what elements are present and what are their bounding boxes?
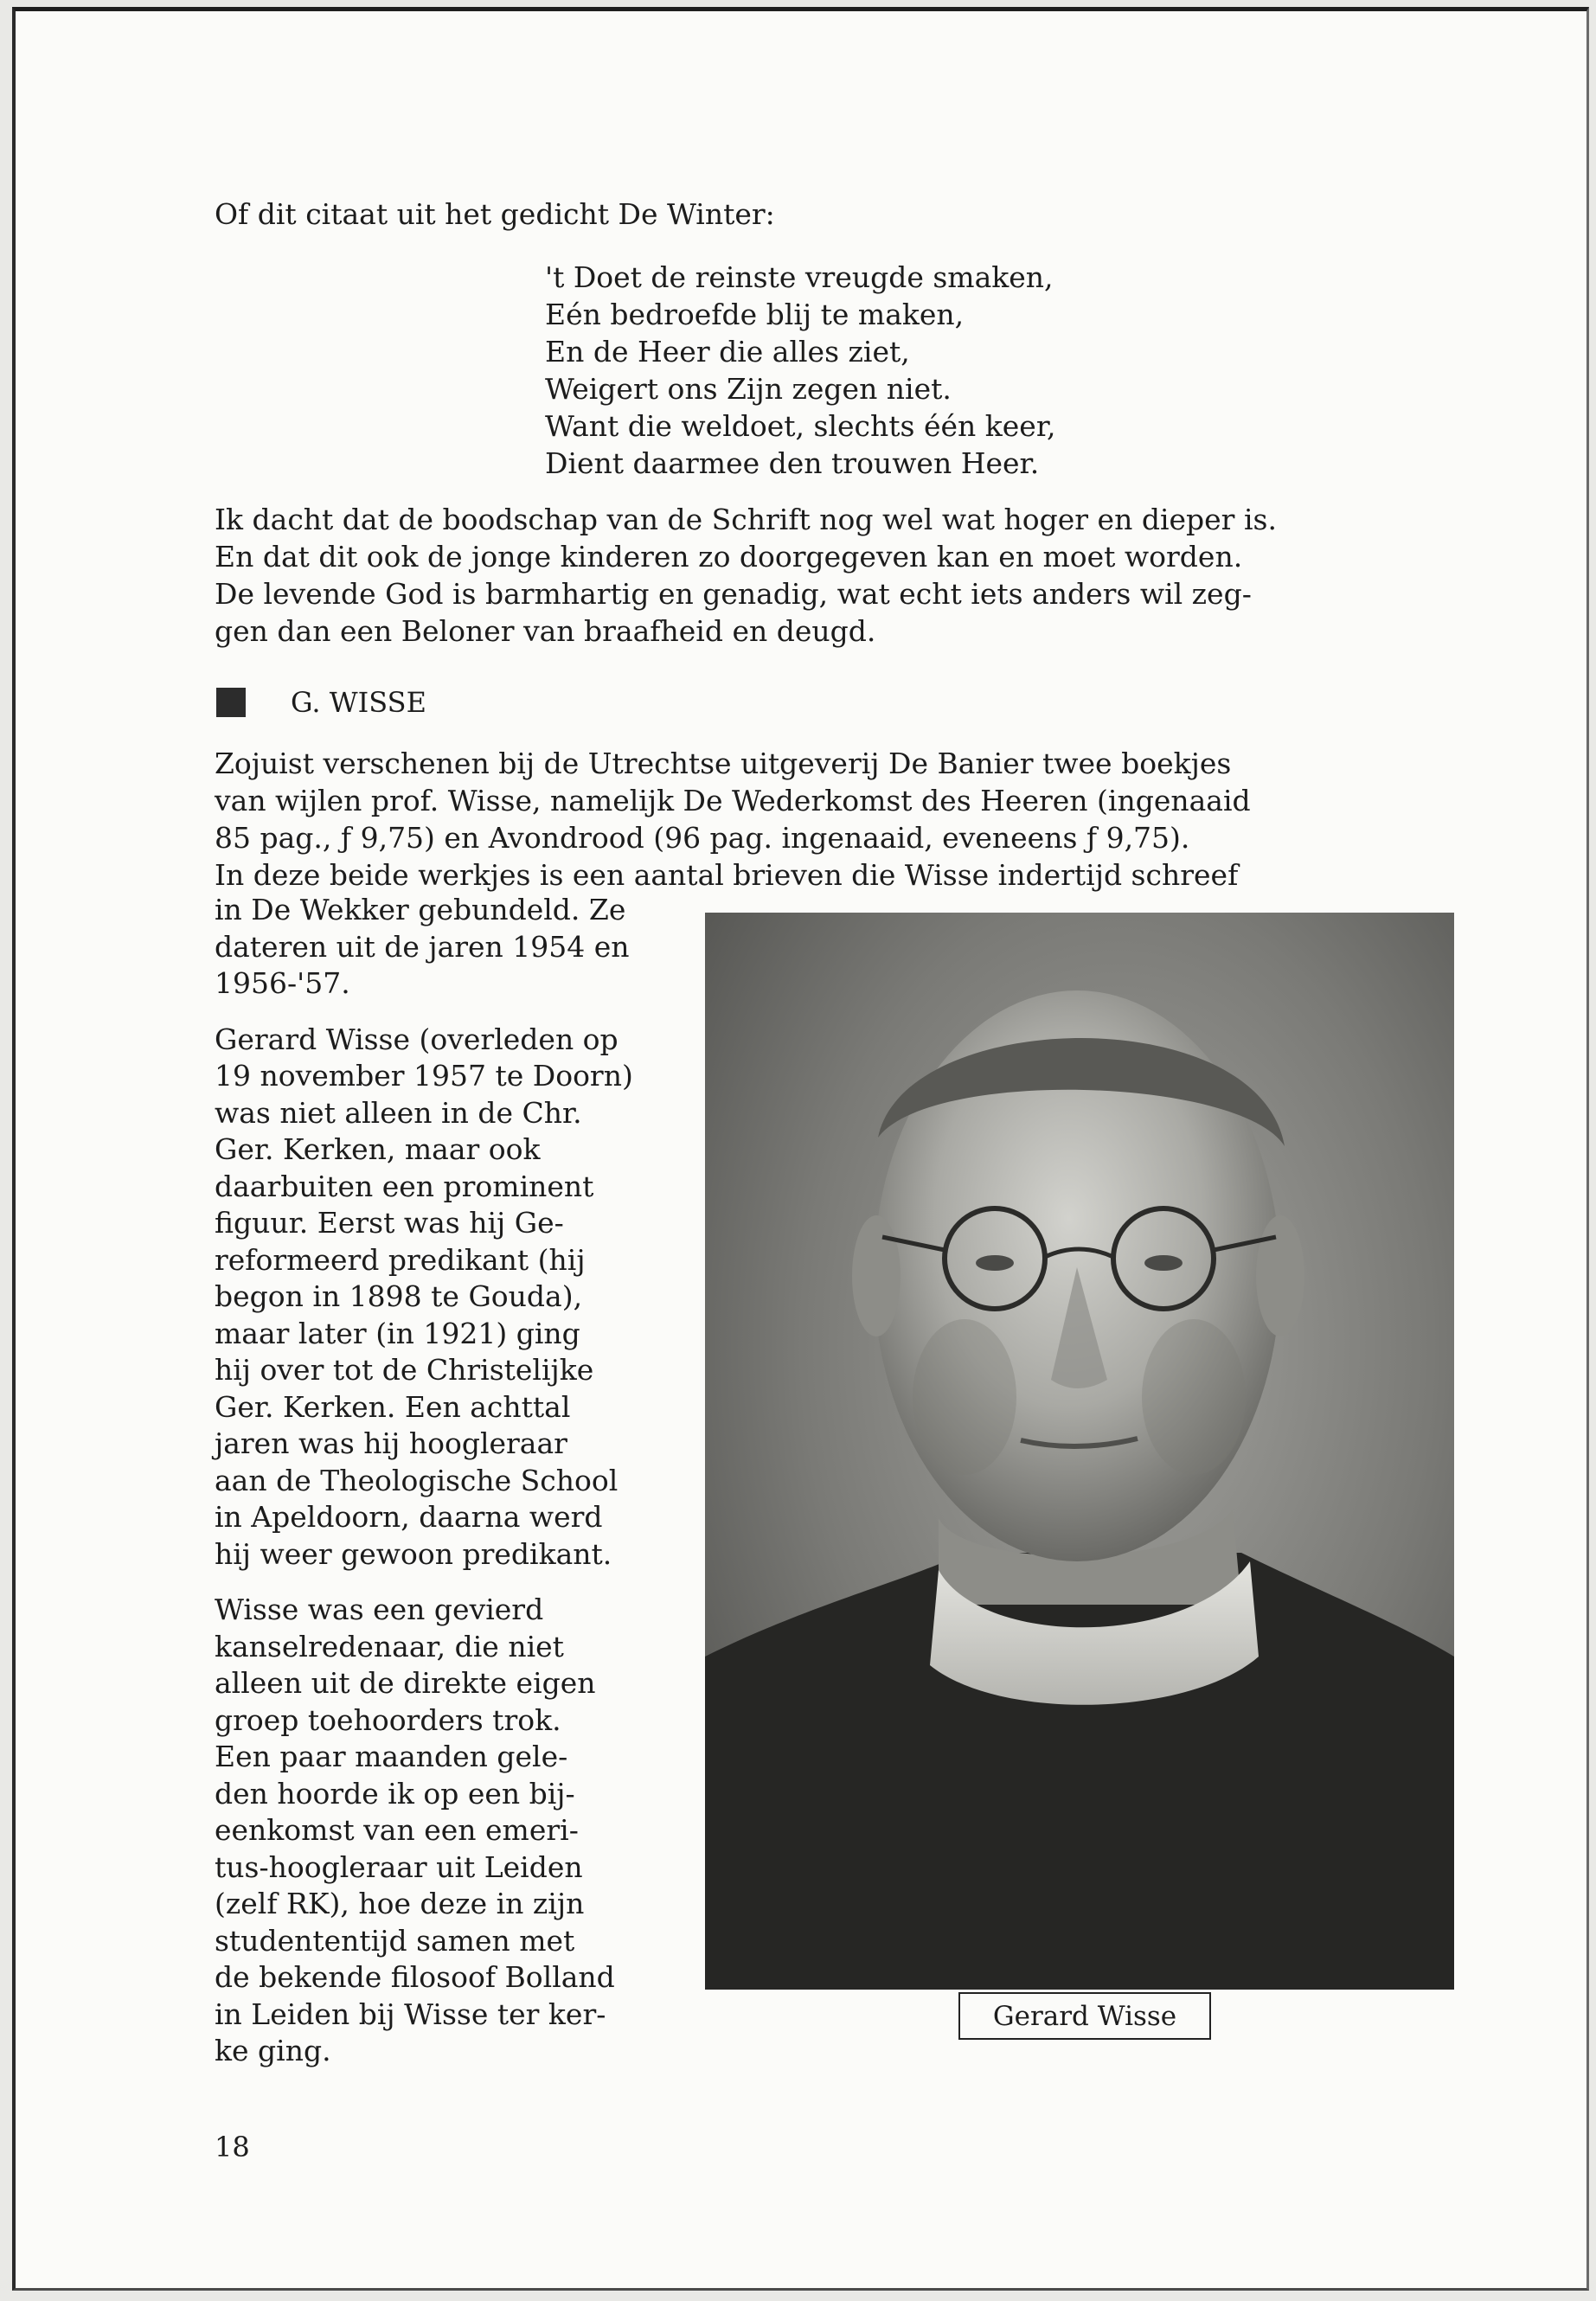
- column-line: in De Wekker gebundeld. Ze: [215, 893, 626, 926]
- column-line: Ger. Kerken, maar ook: [215, 1132, 541, 1166]
- portrait-photo: [705, 913, 1454, 1990]
- poem: [545, 259, 1055, 482]
- column-line: eenkomst van een emeri-: [215, 1813, 579, 1847]
- portrait-illustration: [705, 913, 1454, 1990]
- column-line: kanselredenaar, die niet: [215, 1629, 564, 1663]
- poem-line: Want die weldoet, slechts één keer,: [545, 409, 1056, 443]
- column-line: hij weer gewoon predikant.: [215, 1536, 612, 1571]
- column-paragraph: [215, 1022, 633, 1574]
- column-line: Een paar maanden gele-: [215, 1740, 568, 1773]
- column-line: hij over tot de Christelijke: [215, 1353, 594, 1387]
- section-heading: G. WISSE: [291, 686, 426, 719]
- column-line: groep toehoorders trok.: [215, 1702, 561, 1737]
- article-line: In deze beide werkjes is een aantal brieven die Wisse indertijd schreef: [215, 858, 1239, 892]
- column-line: was niet alleen in de Chr.: [215, 1095, 582, 1130]
- column-line: 1956-'57.: [215, 966, 350, 1000]
- column-line: den hoorde ik op een bij-: [215, 1776, 575, 1811]
- column-line: ke ging.: [215, 2034, 331, 2067]
- commentary-line: Ik dacht dat de boodschap van de Schrift nog wel wat hoger en dieper is.: [215, 503, 1277, 536]
- column-line: Gerard Wisse (overleden op: [215, 1022, 619, 1056]
- poem-line: Dient daarmee den trouwen Heer.: [545, 446, 1040, 480]
- photo-caption: Gerard Wisse: [958, 1992, 1211, 2040]
- intro-line: Of dit citaat uit het gedicht De Winter:: [215, 197, 775, 231]
- commentary-line: gen dan een Beloner van braafheid en deugd.: [215, 614, 876, 648]
- column-line: de bekende filosoof Bolland: [215, 1960, 615, 1994]
- column-line: aan de Theologische School: [215, 1463, 619, 1497]
- text-column: [215, 892, 633, 2089]
- column-line: maar later (in 1921) ging: [215, 1316, 580, 1350]
- column-line: in Apeldoorn, daarna werd: [215, 1500, 603, 1534]
- column-line: tus-hoogleraar uit Leiden: [215, 1849, 583, 1884]
- column-line: daarbuiten een prominent: [215, 1169, 594, 1203]
- column-line: jaren was hij hoogleraar: [215, 1426, 567, 1460]
- commentary-line: De levende God is barmhartig en genadig, wat echt iets anders wil zeg-: [215, 577, 1252, 611]
- column-line: (zelf RK), hoe deze in zijn: [215, 1887, 585, 1920]
- column-line: reformeerd predikant (hij: [215, 1242, 586, 1277]
- column-line: dateren uit de jaren 1954 en: [215, 929, 630, 964]
- column-line: begon in 1898 te Gouda),: [215, 1279, 583, 1313]
- document-page: [12, 7, 1589, 2291]
- article-line: van wijlen prof. Wisse, namelijk De Wederkomst des Heeren (ingenaaid: [215, 784, 1251, 817]
- poem-line: En de Heer die alles ziet,: [545, 335, 910, 369]
- poem-line: 't Doet de reinste vreugde smaken,: [545, 260, 1054, 294]
- page-number: 18: [215, 2131, 250, 2163]
- column-line: figuur. Eerst was hij Ge-: [215, 1206, 564, 1240]
- column-line: alleen uit de direkte eigen: [215, 1666, 596, 1700]
- poem-line: Eén bedroefde blij te maken,: [545, 298, 965, 331]
- column-line: 19 november 1957 te Doorn): [215, 1059, 633, 1093]
- column-paragraph: [215, 892, 633, 1003]
- column-paragraph: [215, 1592, 633, 2070]
- article-intro: [215, 745, 1251, 894]
- article-line: 85 pag., ƒ 9,75) en Avondrood (96 pag. ingenaaid, eveneens ƒ 9,75).: [215, 821, 1190, 855]
- commentary-paragraph: [215, 501, 1277, 650]
- column-line: Wisse was een gevierd: [215, 1593, 544, 1626]
- column-line: in Leiden bij Wisse ter ker-: [215, 1997, 606, 2031]
- commentary-line: En dat dit ook de jonge kinderen zo doorgegeven kan en moet worden.: [215, 540, 1243, 574]
- section-bullet-square: [216, 688, 246, 717]
- column-line: Ger. Kerken. Een achttal: [215, 1389, 571, 1424]
- article-line: Zojuist verschenen bij de Utrechtse uitgeverij De Banier twee boekjes: [215, 747, 1232, 780]
- poem-line: Weigert ons Zijn zegen niet.: [545, 372, 952, 406]
- column-line: studententijd samen met: [215, 1923, 575, 1958]
